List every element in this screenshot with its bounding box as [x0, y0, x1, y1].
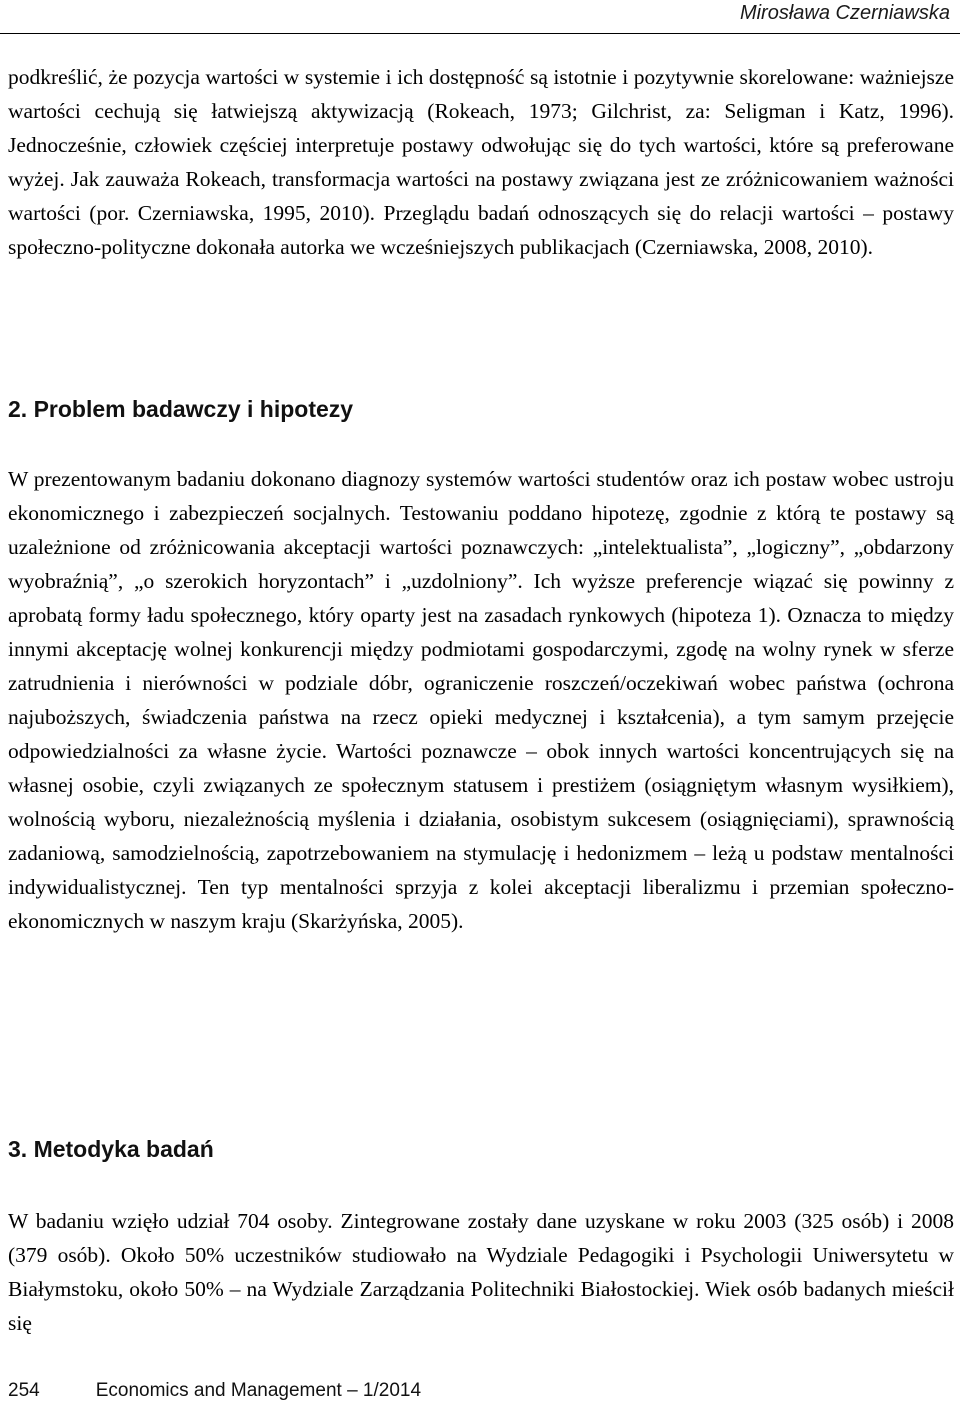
paragraph-intro: podkreślić, że pozycja wartości w systemie i ich dostępność są istotnie i pozytywnie skorelowane: ważniejsze wartości cechują się łatwiejszą aktywizacją (Rokeach, 1973; Gilchrist, za: Seligman i Katz, 1996). Jednocześnie, człowiek częściej interpretuje postawy odwołując się do tych wartości, które są preferowane wyżej. Jak zauważa Rokeach, transformacja wartości na postawy związana jest ze zróżnicowaniem ważności wartości (por. Czerniawska, 1995, 2010). Przeglądu badań odnoszących się do relacji wartości – postawy społeczno-polityczne dokonała autorka we wcześniejszych publikacjach (Czerniawska, 2008, 2010).	[8, 65, 954, 259]
section-3-heading: 3. Metodyka badań	[8, 1136, 214, 1162]
section-2-body: W prezentowanym badaniu dokonano diagnozy systemów wartości studentów oraz ich postaw wobec ustroju ekonomicznego i zabezpieczeń socjalnych. Testowaniu poddano hipotezę, zgodnie z którą te postawy są uzależnione od zróżnicowania akceptacji wartości poznawczych: „intelektualista”, „logiczny”, „obdarzony wyobraźnią”, „o szerokich horyzontach” i „uzdolniony”. Ich wyższe preferencje wiązać się powinny z aprobatą formy ładu społecznego, który oparty jest na zasadach rynkowych (hipoteza 1). Oznacza to między innymi akceptację wolnej konkurencji między podmiotami gospodarczymi, zgodę na wolny rynek w sferze zatrudnienia i nierówności w podziale dóbr, ograniczenie roszczeń/oczekiwań wobec państwa (ochrona najuboższych, świadczenia państwa na rzecz opieki medycznej i kształcenia), a tym samym przejęcie odpowiedzialności za własne życie. Wartości poznawcze – obok innych wartości koncentrujących się na własnej osobie, czyli związanych ze społecznym statusem i prestiżem (osiągniętym własnym wysiłkiem), wolnością wyboru, niezależnością myślenia i działania, osobistym sukcesem (osiągnięciami), sprawnością zadaniową, samodzielnością, zapotrzebowaniem na stymulację i hedonizmem – leżą u podstaw mentalności indywidualistycznej. Ten typ mentalności sprzyja z kolei akceptacji liberalizmu i przemian społeczno-ekonomicznych w naszym kraju (Skarżyńska, 2005).	[8, 467, 954, 933]
page-footer	[8, 1380, 421, 1402]
page-number: 254	[8, 1380, 40, 1401]
journal-name: Economics and Management – 1/2014	[95, 1380, 422, 1401]
running-head	[0, 0, 960, 34]
author-name: Mirosława Czerniawska	[739, 2, 950, 24]
section-3-body: W badaniu wzięło udział 704 osoby. Zintegrowane zostały dane uzyskane w roku 2003 (325 osób) i 2008 (379 osób). Około 50% uczestników studiowało na Wydziale Pedagogiki i Psychologii Uniwersytetu w Białymstoku, około 50% – na Wydziale Zarządzania Politechniki Białostockiej. Wiek osób badanych mieścił się	[8, 1209, 954, 1335]
section-2-heading: 2. Problem badawczy i hipotezy	[8, 396, 354, 422]
